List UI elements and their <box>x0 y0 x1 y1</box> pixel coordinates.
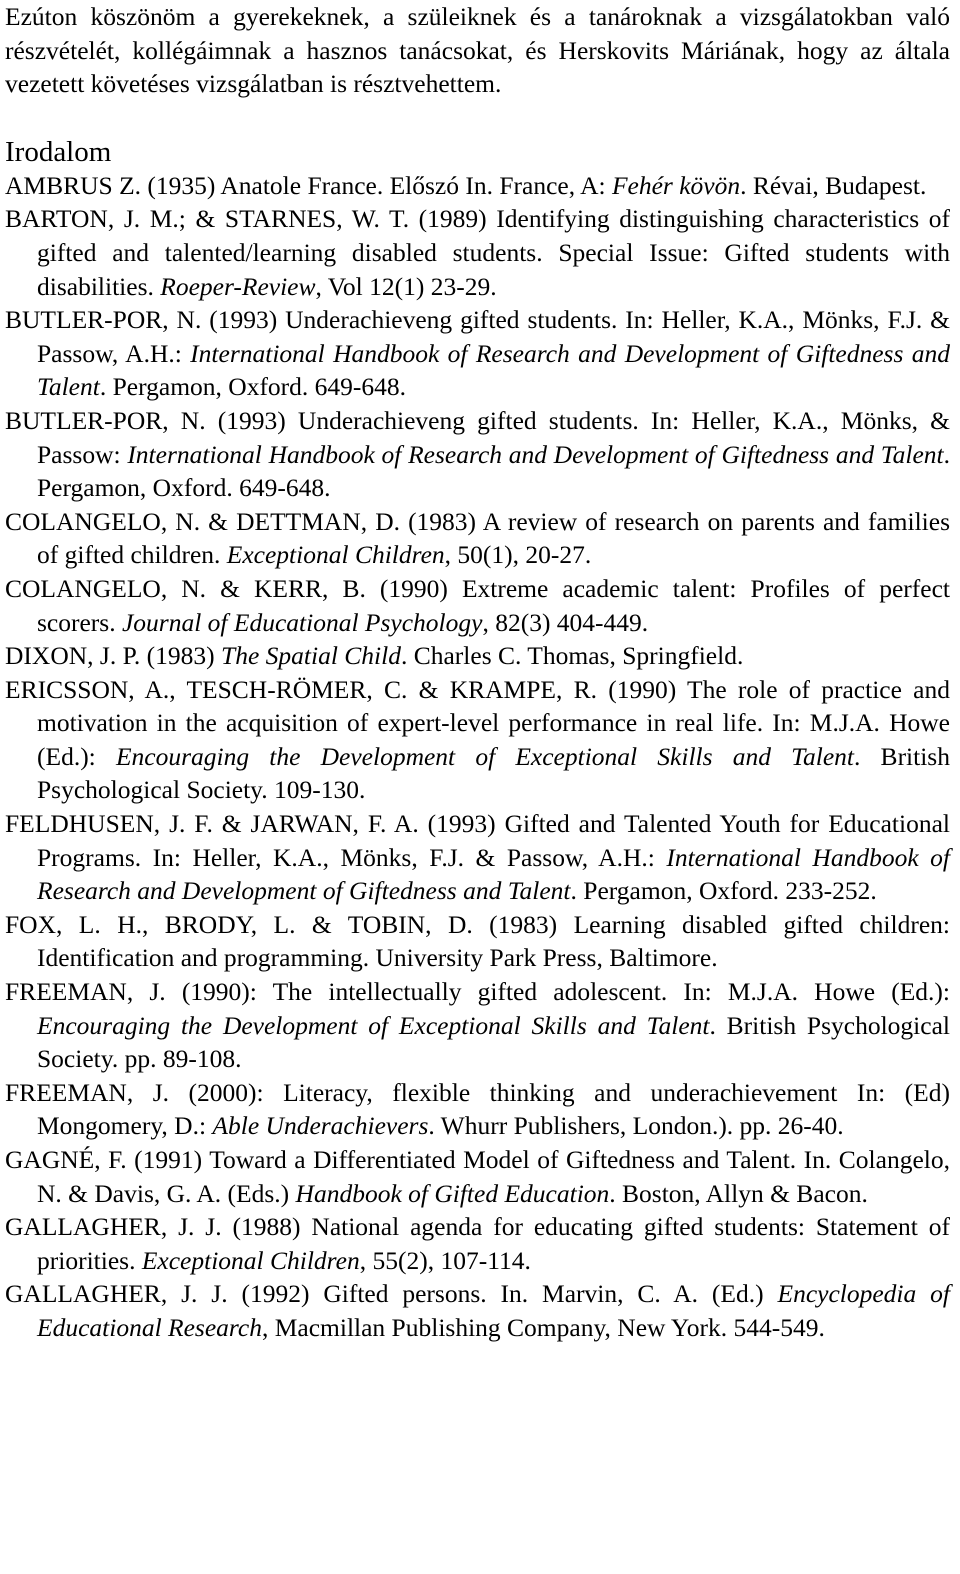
reference-entry <box>5 673 950 807</box>
reference-details: . Boston, Allyn & Bacon. <box>609 1178 868 1208</box>
reference-text: BUTLER-POR, N. (1993) Underachieveng gifted students. In: Heller, K.A., Mönks, & Passow: <box>5 405 950 469</box>
reference-entry <box>5 639 950 673</box>
reference-entry <box>5 1143 950 1210</box>
reference-text: FREEMAN, J. (1990): The intellectually gifted adolescent. In: M.J.A. Howe (Ed.): <box>5 977 950 1007</box>
reference-text: BUTLER-POR, N. (1993) Underachieveng gifted students. In: Heller, K.A., Mönks, F.J. & Passow, A.H.: <box>5 305 950 368</box>
reference-entry <box>5 1210 950 1277</box>
reference-title: Encouraging the Development of Exceptional Skills and Talent <box>37 1010 710 1040</box>
reference-title: Exceptional Children <box>141 1245 360 1275</box>
reference-entry <box>5 404 950 505</box>
section-heading: Irodalom <box>5 135 112 168</box>
reference-entry <box>5 908 950 975</box>
reference-text: FOX, L. H., BRODY, L. & TOBIN, D. (1983) Learning disabled gifted children: Identification and programming. University Park Press, Baltimore. <box>5 909 950 973</box>
reference-details: . Charles C. Thomas, Springfield. <box>400 641 744 671</box>
reference-details: , 82(3) 404-449. <box>482 607 649 637</box>
reference-title: Journal of Educational Psychology <box>121 607 483 637</box>
reference-text: GALLAGHER, J. J. (1992) Gifted persons. In. Marvin, C. A. (Ed.) <box>5 1279 778 1309</box>
reference-title: Handbook of Gifted Education <box>295 1178 610 1208</box>
reference-details: , 55(2), 107-114. <box>359 1245 531 1275</box>
reference-details: , 50(1), 20-27. <box>444 540 592 570</box>
reference-details: . Pergamon, Oxford. 649-648. <box>99 372 407 402</box>
reference-title: Roeper-Review <box>160 271 316 301</box>
reference-details: . Whurr Publishers, London.). pp. 26-40. <box>428 1111 844 1141</box>
reference-details: . British Psychological Society. 109-130. <box>37 741 950 805</box>
reference-title: Encouraging the Development of Exceptional Skills and Talent <box>115 741 854 771</box>
reference-entry <box>5 807 950 908</box>
reference-details: . Révai, Budapest. <box>740 170 927 200</box>
reference-text: FREEMAN, J. (2000): Literacy, flexible thinking and underachievement In: (Ed) Mongomery, D.: <box>5 1077 950 1141</box>
reference-entry <box>5 303 950 404</box>
reference-text: BARTON, J. M.; & STARNES, W. T. (1989) Identifying distinguishing characteristics of gifted and talented/learning disabled students. Special Issue: Gifted students with disabilities. <box>5 204 950 301</box>
reference-title: International Handbook of Research and Development of Giftedness and Talent <box>127 439 944 469</box>
acknowledgement-paragraph: Ezúton köszönöm a gyerekeknek, a szüleiknek és a tanároknak a vizsgálatokban való részvételét, kollégáimnak a hasznos tanácsokat, és Herskovits Máriának, hogy az általa vezetett követéses vizsgálatban is résztvehettem. <box>5 2 950 99</box>
reference-title: Encyclopedia of Educational Research <box>37 1279 950 1342</box>
reference-text: GAGNÉ, F. (1991) Toward a Differentiated Model of Giftedness and Talent. In. Colangelo, N. & Davis, G. A. (Eds.) <box>5 1145 950 1208</box>
reference-text: COLANGELO, N. & KERR, B. (1990) Extreme academic talent: Profiles of perfect scorers. <box>5 573 950 637</box>
reference-title: International Handbook of Research and Development of Giftedness and Talent <box>37 338 950 402</box>
reference-details: , Macmillan Publishing Company, New York. 544-549. <box>261 1312 825 1342</box>
reference-entry <box>5 505 950 572</box>
reference-entry <box>5 169 950 203</box>
reference-entry <box>5 1277 950 1344</box>
reference-list <box>5 169 950 1345</box>
reference-text: FELDHUSEN, J. F. & JARWAN, F. A. (1993) Gifted and Talented Youth for Educational Programs. In: Heller, K.A., Mönks, F.J. & Passow, A.H.: <box>5 809 950 872</box>
reference-details: . Pergamon, Oxford. 649-648. <box>37 439 950 503</box>
reference-text: DIXON, J. P. (1983) <box>5 641 222 671</box>
reference-details: . British Psychological Society. pp. 89-108. <box>37 1010 950 1074</box>
reference-title: Able Underachievers <box>212 1111 429 1141</box>
reference-entry <box>5 572 950 639</box>
reference-entry <box>5 202 950 303</box>
reference-entry <box>5 1076 950 1143</box>
reference-text: AMBRUS Z. (1935) Anatole France. Előszó In. France, A: <box>5 170 612 200</box>
reference-details: . Pergamon, Oxford. 233-252. <box>570 876 877 906</box>
reference-entry <box>5 975 950 1076</box>
reference-details: , Vol 12(1) 23-29. <box>315 271 497 301</box>
reference-title: Exceptional Children <box>226 540 445 570</box>
reference-text: ERICSSON, A., TESCH-RÖMER, C. & KRAMPE, R. (1990) The role of practice and motivation in the acquisition of expert-level performance in real life. In: M.J.A. Howe (Ed.): <box>5 674 950 771</box>
reference-title: The Spatial Child <box>221 641 401 671</box>
reference-title: Fehér kövön <box>611 170 741 200</box>
reference-text: COLANGELO, N. & DETTMAN, D. (1983) A review of research on parents and families of gifted children. <box>5 506 950 570</box>
reference-text: GALLAGHER, J. J. (1988) National agenda for educating gifted students: Statement of priorities. <box>5 1212 950 1275</box>
reference-title: International Handbook of Research and Development of Giftedness and Talent <box>37 842 951 906</box>
